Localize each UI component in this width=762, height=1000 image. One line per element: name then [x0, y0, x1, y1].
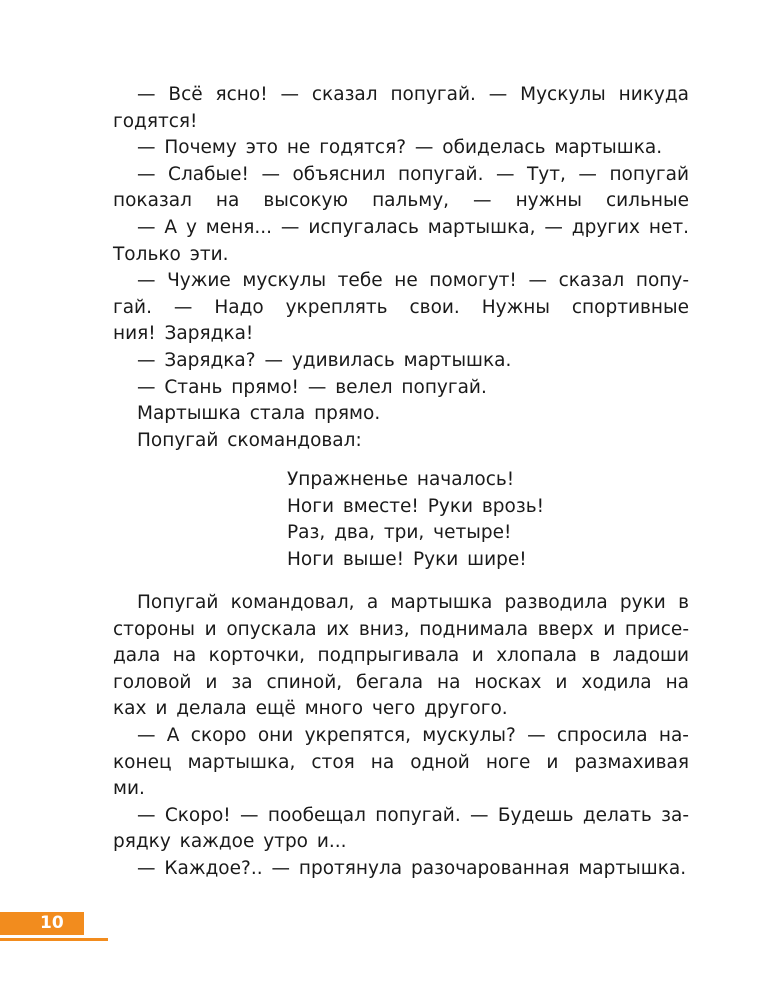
- text-line: показал на высокую пальму, — нужны сильные: [113, 190, 689, 212]
- text-line: рядку каждое утро и...: [113, 831, 347, 853]
- poem-line: Ноги вместе! Руки врозь!: [287, 495, 545, 517]
- page-number: 10: [40, 913, 64, 933]
- text-line: стороны и опускала их вниз, поднимала вверх и присе-: [113, 618, 689, 640]
- text-line: ми.: [113, 778, 145, 800]
- page-number-underline: [0, 938, 108, 941]
- text-line: конец мартышка, стоя на одной ноге и размахивая: [113, 751, 689, 773]
- text-line: ках и делала ещё много чего другого.: [113, 698, 508, 720]
- text-line: Попугай командовал, а мартышка разводила руки в: [137, 592, 689, 613]
- poem-line: Раз, два, три, четыре!: [287, 522, 512, 544]
- poem-line: Ноги выше! Руки шире!: [287, 548, 527, 570]
- text-line: — Всё ясно! — сказал попугай. — Мускулы никуда: [137, 84, 689, 105]
- text-line: Только эти.: [113, 243, 229, 265]
- text-line: — Зарядка? — удивилась мартышка.: [137, 349, 512, 371]
- text-line: — Стань прямо! — велел попугай.: [137, 376, 487, 398]
- text-line: дала на корточки, подпрыгивала и хлопала в ладоши: [113, 645, 689, 667]
- text-line: ния! Зарядка!: [113, 323, 254, 345]
- poem-line: Упражненье началось!: [287, 469, 515, 490]
- poem-verse: [287, 467, 762, 573]
- text-line: — Чужие мускулы тебе не помогут! — сказал попу-: [137, 270, 689, 292]
- text-line: головой и за спиной, бегала на носках и ходила на: [113, 671, 689, 693]
- text-line: Мартышка стала прямо.: [137, 403, 381, 425]
- text-line: — Скоро! — пообещал попугай. — Будешь делать за-: [137, 804, 689, 826]
- text-line: — Слабые! — объяснил попугай. — Тут, — попугай: [137, 163, 689, 185]
- text-line: — Почему это не годятся? — обиделась мартышка.: [137, 137, 663, 159]
- text-line: Попугай скомандовал:: [137, 429, 362, 451]
- text-line: — А у меня... — испугалась мартышка, — других нет.: [137, 216, 689, 238]
- text-line: — Каждое?.. — протянула разочарованная мартышка.: [137, 857, 687, 879]
- story-text-bottom: [113, 590, 689, 883]
- text-line: — А скоро они укрепятся, мускулы? — спросила на-: [137, 724, 689, 746]
- text-line: гай. — Надо укреплять свои. Нужны спортивные: [113, 296, 689, 318]
- text-line: годятся!: [113, 110, 198, 132]
- story-text-top: [113, 82, 689, 454]
